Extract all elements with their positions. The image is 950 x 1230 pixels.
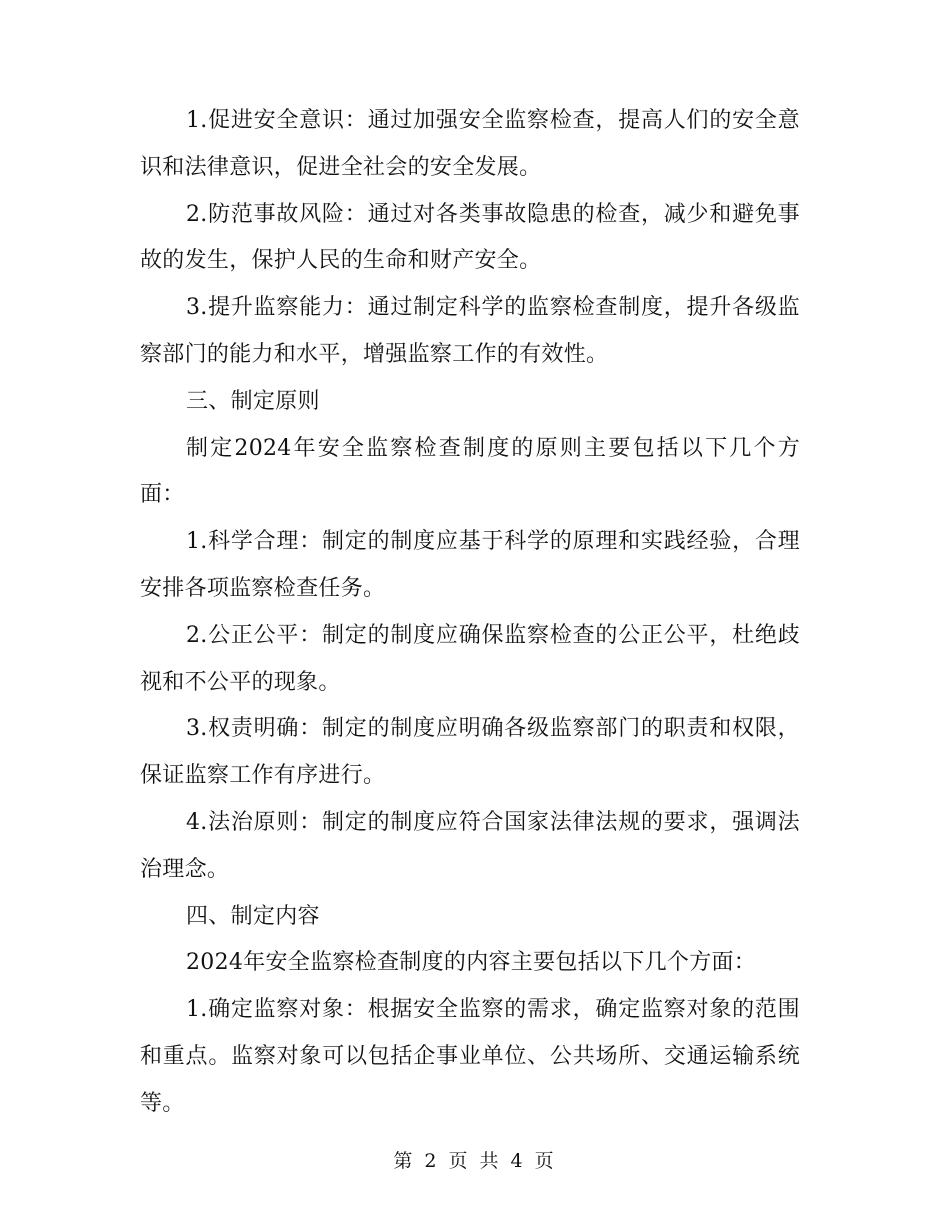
paragraph-principle-rule-of-law: 4.法治原则：制定的制度应符合国家法律法规的要求，强调法治理念。	[140, 809, 800, 882]
paragraph-principle-fairness: 2.公正公平：制定的制度应确保监察检查的公正公平，杜绝歧视和不公平的现象。	[140, 622, 800, 695]
section-heading-principles: 三、制定原则	[186, 388, 320, 414]
page-footer: 第 2 页 共 4 页	[393, 1150, 557, 1172]
paragraph-goal-accident-prevention: 2.防范事故风险：通过对各类事故隐患的检查，减少和避免事故的发生，保护人民的生命和财产安全。	[140, 201, 800, 274]
document-body	[140, 98, 800, 1128]
paragraph-principle-responsibility: 3.权责明确：制定的制度应明确各级监察部门的职责和权限，保证监察工作有序进行。	[140, 716, 800, 789]
paragraph-principles-intro: 制定2024年安全监察检查制度的原则主要包括以下几个方面：	[140, 435, 800, 508]
paragraph-goal-supervision-capability: 3.提升监察能力：通过制定科学的监察检查制度，提升各级监察部门的能力和水平，增强监察工作的有效性。	[140, 295, 800, 367]
paragraph-content-intro: 2024年安全监察检查制度的内容主要包括以下几个方面：	[186, 950, 757, 976]
section-heading-content: 四、制定内容	[186, 903, 320, 929]
paragraph-principle-scientific: 1.科学合理：制定的制度应基于科学的原理和实践经验，合理安排各项监察检查任务。	[140, 529, 800, 601]
paragraph-goal-safety-awareness: 1.促进安全意识：通过加强安全监察检查，提高人们的安全意识和法律意识，促进全社会的安全发展。	[140, 108, 800, 180]
paragraph-content-targets: 1.确定监察对象：根据安全监察的需求，确定监察对象的范围和重点。监察对象可以包括企事业单位、公共场所、交通运输系统等。	[140, 997, 800, 1116]
